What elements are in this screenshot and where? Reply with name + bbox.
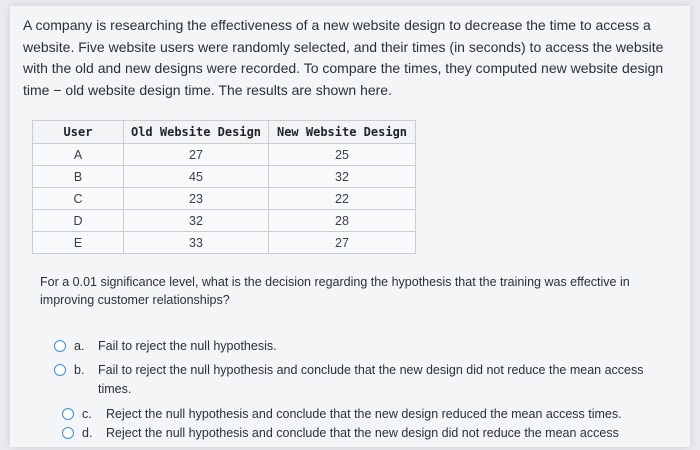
radio-button-icon[interactable] <box>62 408 74 420</box>
table-header-row <box>33 121 416 144</box>
cell-user: C <box>33 188 124 210</box>
header-old-design: Old Website Design <box>124 121 269 144</box>
option-text: Fail to reject the null hypothesis. <box>98 339 277 353</box>
table-row <box>33 210 416 232</box>
question-prompt: For a 0.01 significance level, what is the decision regarding the hypothesis that the training was effective in improving customer relationships? <box>40 275 630 307</box>
header-new-design: New Website Design <box>269 121 416 144</box>
data-table <box>32 120 416 254</box>
radio-button-icon[interactable] <box>62 427 74 439</box>
question-intro-text: A company is researching the effectiveness of a new website design to decrease the time to access a website. Five website users were randomly selected, and their times (in seconds) to access the website with the old and new designs were recorded. To compare the times, they computed new website design time − old website design time. The results are shown here. <box>23 17 664 98</box>
cell-new: 27 <box>269 232 416 254</box>
cell-old: 33 <box>124 232 269 254</box>
table-row <box>33 188 416 210</box>
cell-new: 25 <box>269 144 416 166</box>
cell-new: 22 <box>269 188 416 210</box>
table-row <box>33 166 416 188</box>
option-text: Reject the null hypothesis and conclude that the new design reduced the mean access times. <box>106 407 622 421</box>
cell-old: 32 <box>124 210 269 232</box>
cell-new: 32 <box>269 166 416 188</box>
option-letter: b. <box>74 363 85 377</box>
cell-old: 45 <box>124 166 269 188</box>
cell-new: 28 <box>269 210 416 232</box>
option-text: Reject the null hypothesis and conclude that the new design did not reduce the mean access <box>106 426 619 440</box>
radio-button-icon[interactable] <box>54 340 66 352</box>
option-letter: d. <box>82 426 93 440</box>
option-letter: a. <box>74 339 85 353</box>
table-row <box>33 144 416 166</box>
cell-user: A <box>33 144 124 166</box>
option-letter: c. <box>82 407 92 421</box>
radio-button-icon[interactable] <box>54 364 66 376</box>
cell-user: B <box>33 166 124 188</box>
cell-old: 27 <box>124 144 269 166</box>
table-row <box>33 232 416 254</box>
cell-user: E <box>33 232 124 254</box>
header-user: User <box>33 121 124 144</box>
cell-old: 23 <box>124 188 269 210</box>
option-text: Fail to reject the null hypothesis and conclude that the new design did not reduce the mean access times. <box>98 363 644 396</box>
question-card <box>10 6 690 447</box>
cell-user: D <box>33 210 124 232</box>
